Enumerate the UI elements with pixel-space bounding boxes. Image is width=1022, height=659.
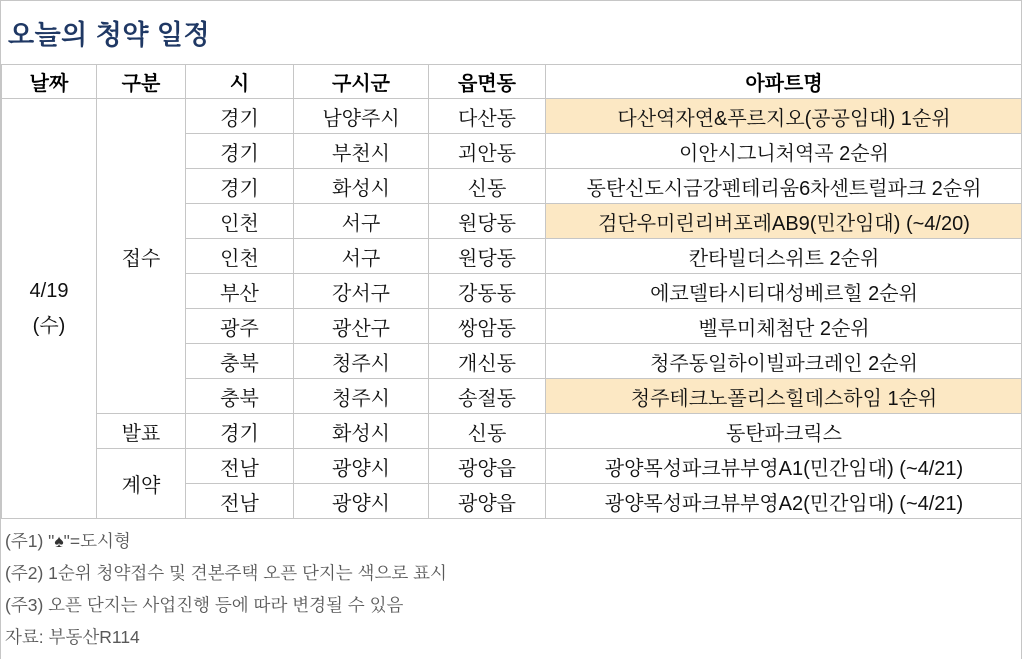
cell-apartment: 검단우미린리버포레AB9(민간임대) (~4/20) bbox=[546, 204, 1022, 239]
cell-gusigun: 서구 bbox=[294, 204, 429, 239]
cell-gusigun: 화성시 bbox=[294, 414, 429, 449]
cell-eupmyeondong: 광양읍 bbox=[429, 449, 546, 484]
cell-apartment: 칸타빌더스위트 2순위 bbox=[546, 239, 1022, 274]
group-label-balpyo: 발표 bbox=[97, 414, 186, 449]
subscription-schedule-table bbox=[1, 64, 1022, 519]
cell-apartment: 광양목성파크뷰부영A2(민간임대) (~4/21) bbox=[546, 484, 1022, 519]
cell-si: 경기 bbox=[186, 169, 294, 204]
cell-apartment: 이안시그니처역곡 2순위 bbox=[546, 134, 1022, 169]
cell-apartment: 청주테크노폴리스힐데스하임 1순위 bbox=[546, 379, 1022, 414]
cell-si: 광주 bbox=[186, 309, 294, 344]
page-title: 오늘의 청약 일정 bbox=[8, 20, 211, 50]
header-row bbox=[2, 65, 1022, 99]
footnote-3: (주3) 오픈 단지는 사업진행 등에 따라 변경될 수 있음 bbox=[5, 595, 404, 615]
cell-si: 경기 bbox=[186, 99, 294, 134]
cell-apartment: 벨루미체첨단 2순위 bbox=[546, 309, 1022, 344]
cell-eupmyeondong: 신동 bbox=[429, 169, 546, 204]
cell-gusigun: 광산구 bbox=[294, 309, 429, 344]
cell-si: 인천 bbox=[186, 239, 294, 274]
header-gusigun: 구시군 bbox=[294, 65, 429, 99]
footnote-1: (주1) "♠"=도시형 bbox=[5, 531, 131, 551]
cell-si: 경기 bbox=[186, 414, 294, 449]
cell-eupmyeondong: 송절동 bbox=[429, 379, 546, 414]
cell-eupmyeondong: 원당동 bbox=[429, 239, 546, 274]
cell-gusigun: 부천시 bbox=[294, 134, 429, 169]
cell-si: 부산 bbox=[186, 274, 294, 309]
cell-eupmyeondong: 신동 bbox=[429, 414, 546, 449]
cell-gusigun: 화성시 bbox=[294, 169, 429, 204]
header-date: 날짜 bbox=[2, 65, 97, 99]
header-eupmyeondong: 읍면동 bbox=[429, 65, 546, 99]
group-label-jeopsu: 접수 bbox=[97, 99, 186, 414]
table-row bbox=[2, 414, 1022, 449]
cell-apartment: 동탄신도시금강펜테리움6차센트럴파크 2순위 bbox=[546, 169, 1022, 204]
cell-gusigun: 강서구 bbox=[294, 274, 429, 309]
header-si: 시 bbox=[186, 65, 294, 99]
cell-gusigun: 광양시 bbox=[294, 449, 429, 484]
cell-si: 충북 bbox=[186, 379, 294, 414]
cell-apartment: 광양목성파크뷰부영A1(민간임대) (~4/21) bbox=[546, 449, 1022, 484]
spade-icon: ♠ bbox=[54, 531, 64, 551]
cell-si: 경기 bbox=[186, 134, 294, 169]
table-row bbox=[2, 449, 1022, 484]
cell-apartment: 에코델타시티대성베르힐 2순위 bbox=[546, 274, 1022, 309]
title-bar bbox=[1, 1, 1021, 64]
group-label-gyeyak: 계약 bbox=[97, 449, 186, 519]
cell-eupmyeondong: 원당동 bbox=[429, 204, 546, 239]
cell-gusigun: 청주시 bbox=[294, 344, 429, 379]
cell-apartment: 다산역자연&푸르지오(공공임대) 1순위 bbox=[546, 99, 1022, 134]
cell-si: 전남 bbox=[186, 449, 294, 484]
cell-si: 충북 bbox=[186, 344, 294, 379]
date-cell bbox=[2, 99, 97, 519]
cell-gusigun: 청주시 bbox=[294, 379, 429, 414]
cell-si: 인천 bbox=[186, 204, 294, 239]
cell-eupmyeondong: 강동동 bbox=[429, 274, 546, 309]
date-weekday: (수) bbox=[32, 314, 66, 337]
cell-apartment: 청주동일하이빌파크레인 2순위 bbox=[546, 344, 1022, 379]
table-row bbox=[2, 99, 1022, 134]
cell-gusigun: 광양시 bbox=[294, 484, 429, 519]
cell-eupmyeondong: 쌍암동 bbox=[429, 309, 546, 344]
source-credit: 자료: 부동산R114 bbox=[5, 627, 140, 647]
cell-eupmyeondong: 괴안동 bbox=[429, 134, 546, 169]
cell-gusigun: 남양주시 bbox=[294, 99, 429, 134]
date-value: 4/19 bbox=[29, 279, 69, 302]
header-apartment: 아파트명 bbox=[546, 65, 1022, 99]
footnote-2: (주2) 1순위 청약접수 및 견본주택 오픈 단지는 색으로 표시 bbox=[5, 563, 447, 583]
header-category: 구분 bbox=[97, 65, 186, 99]
footnotes bbox=[1, 519, 1021, 653]
cell-apartment: 동탄파크릭스 bbox=[546, 414, 1022, 449]
cell-si: 전남 bbox=[186, 484, 294, 519]
cell-eupmyeondong: 다산동 bbox=[429, 99, 546, 134]
cell-eupmyeondong: 개신동 bbox=[429, 344, 546, 379]
cell-gusigun: 서구 bbox=[294, 239, 429, 274]
cell-eupmyeondong: 광양읍 bbox=[429, 484, 546, 519]
